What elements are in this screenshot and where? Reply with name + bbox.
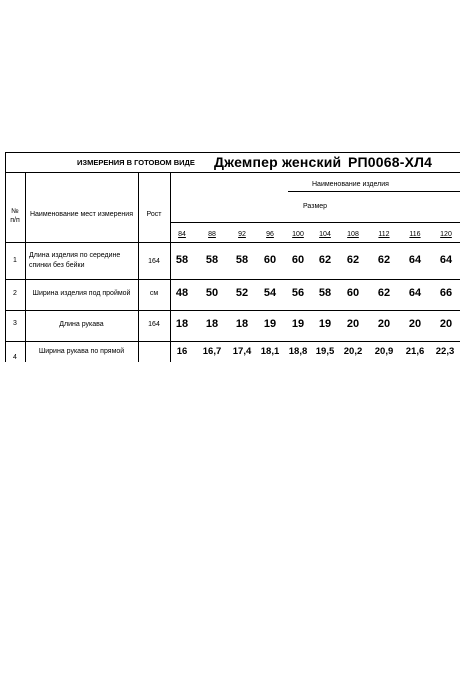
column-height: Рост bbox=[146, 211, 162, 218]
row1-value-100: 60 bbox=[291, 254, 305, 266]
row2-value-104: 58 bbox=[318, 287, 332, 299]
row1-value-108: 62 bbox=[346, 254, 360, 266]
row3-value-88: 18 bbox=[205, 318, 219, 330]
row1-value-104: 62 bbox=[318, 254, 332, 266]
row1-value-96: 60 bbox=[263, 254, 277, 266]
row2-value-100: 56 bbox=[291, 287, 305, 299]
size-88: 88 bbox=[208, 231, 216, 238]
row2-no: 2 bbox=[13, 290, 17, 297]
row2-value-88: 50 bbox=[205, 287, 219, 299]
rule-col-height bbox=[138, 172, 139, 362]
row2-value-96: 54 bbox=[263, 287, 277, 299]
size-120: 120 bbox=[440, 231, 452, 238]
row3-value-100: 19 bbox=[291, 318, 305, 330]
rule-top bbox=[5, 152, 460, 153]
row1-no: 1 bbox=[13, 257, 17, 264]
row3-no: 3 bbox=[13, 320, 17, 327]
row3-name-line1: Длина рукава bbox=[59, 321, 104, 328]
row3-value-108: 20 bbox=[346, 318, 360, 330]
row2-value-120: 66 bbox=[439, 287, 453, 299]
size-112: 112 bbox=[378, 231, 390, 238]
product-code: РП0068-ХЛ4 bbox=[348, 154, 433, 170]
row2-height: см bbox=[149, 290, 159, 297]
rule-header-bottom bbox=[5, 172, 460, 173]
row1-name-line1: Длина изделия по середине bbox=[29, 252, 121, 259]
row3-value-84: 18 bbox=[175, 318, 189, 330]
row3-value-96: 19 bbox=[263, 318, 277, 330]
row1-height: 164 bbox=[148, 258, 160, 265]
row4-value-84: 16 bbox=[176, 346, 188, 357]
size-96: 96 bbox=[266, 231, 274, 238]
row4-value-112: 20,9 bbox=[374, 346, 394, 357]
product-label: Наименование изделия bbox=[312, 181, 389, 188]
row4-value-96: 18,1 bbox=[260, 346, 280, 357]
column-no-line2: п/п bbox=[10, 217, 20, 224]
row2-value-108: 60 bbox=[346, 287, 360, 299]
size-92: 92 bbox=[238, 231, 246, 238]
size-108: 108 bbox=[347, 231, 359, 238]
size-100: 100 bbox=[292, 231, 304, 238]
row4-value-120: 22,3 bbox=[435, 346, 455, 357]
row2-value-92: 52 bbox=[235, 287, 249, 299]
row2-value-84: 48 bbox=[175, 287, 189, 299]
rule-body-top bbox=[5, 242, 460, 243]
size-84: 84 bbox=[178, 231, 186, 238]
row1-value-120: 64 bbox=[439, 254, 453, 266]
row2-value-112: 62 bbox=[377, 287, 391, 299]
column-place: Наименование мест измерения bbox=[29, 211, 133, 218]
row4-value-88: 16,7 bbox=[202, 346, 222, 357]
row3-value-92: 18 bbox=[235, 318, 249, 330]
row4-name-line1: Ширина рукава по прямой bbox=[38, 348, 125, 355]
row1-value-92: 58 bbox=[235, 254, 249, 266]
row2-name-line1: Ширина изделия под проймой bbox=[32, 290, 131, 297]
row1-name-line2: спинки без бейки bbox=[29, 262, 85, 269]
rule-row1 bbox=[5, 279, 460, 280]
rule-product-label bbox=[288, 191, 460, 192]
size-104: 104 bbox=[319, 231, 331, 238]
row3-height: 164 bbox=[148, 321, 160, 328]
row3-value-116: 20 bbox=[408, 318, 422, 330]
size-116: 116 bbox=[409, 231, 421, 238]
row1-value-116: 64 bbox=[408, 254, 422, 266]
row4-value-104: 19,5 bbox=[315, 346, 335, 357]
row3-value-104: 19 bbox=[318, 318, 332, 330]
row1-value-88: 58 bbox=[205, 254, 219, 266]
rule-col-values bbox=[170, 172, 171, 362]
sheet-heading: ИЗМЕРЕНИЯ В ГОТОВОМ ВИДЕ bbox=[77, 158, 195, 167]
row3-value-112: 20 bbox=[377, 318, 391, 330]
row2-value-116: 64 bbox=[408, 287, 422, 299]
rule-col-no bbox=[25, 172, 26, 362]
rule-sizes-top bbox=[170, 222, 460, 223]
rule-row3 bbox=[5, 341, 460, 342]
row4-value-108: 20,2 bbox=[343, 346, 363, 357]
column-no-line1: № bbox=[11, 208, 19, 215]
row4-no: 4 bbox=[13, 354, 17, 361]
row4-value-116: 21,6 bbox=[405, 346, 425, 357]
rule-row2 bbox=[5, 310, 460, 311]
column-size: Размер bbox=[303, 203, 328, 210]
row3-value-120: 20 bbox=[439, 318, 453, 330]
row4-value-92: 17,4 bbox=[232, 346, 252, 357]
row4-value-100: 18,8 bbox=[288, 346, 308, 357]
product-name: Джемпер женский bbox=[214, 154, 342, 170]
row1-value-112: 62 bbox=[377, 254, 391, 266]
row1-value-84: 58 bbox=[175, 254, 189, 266]
